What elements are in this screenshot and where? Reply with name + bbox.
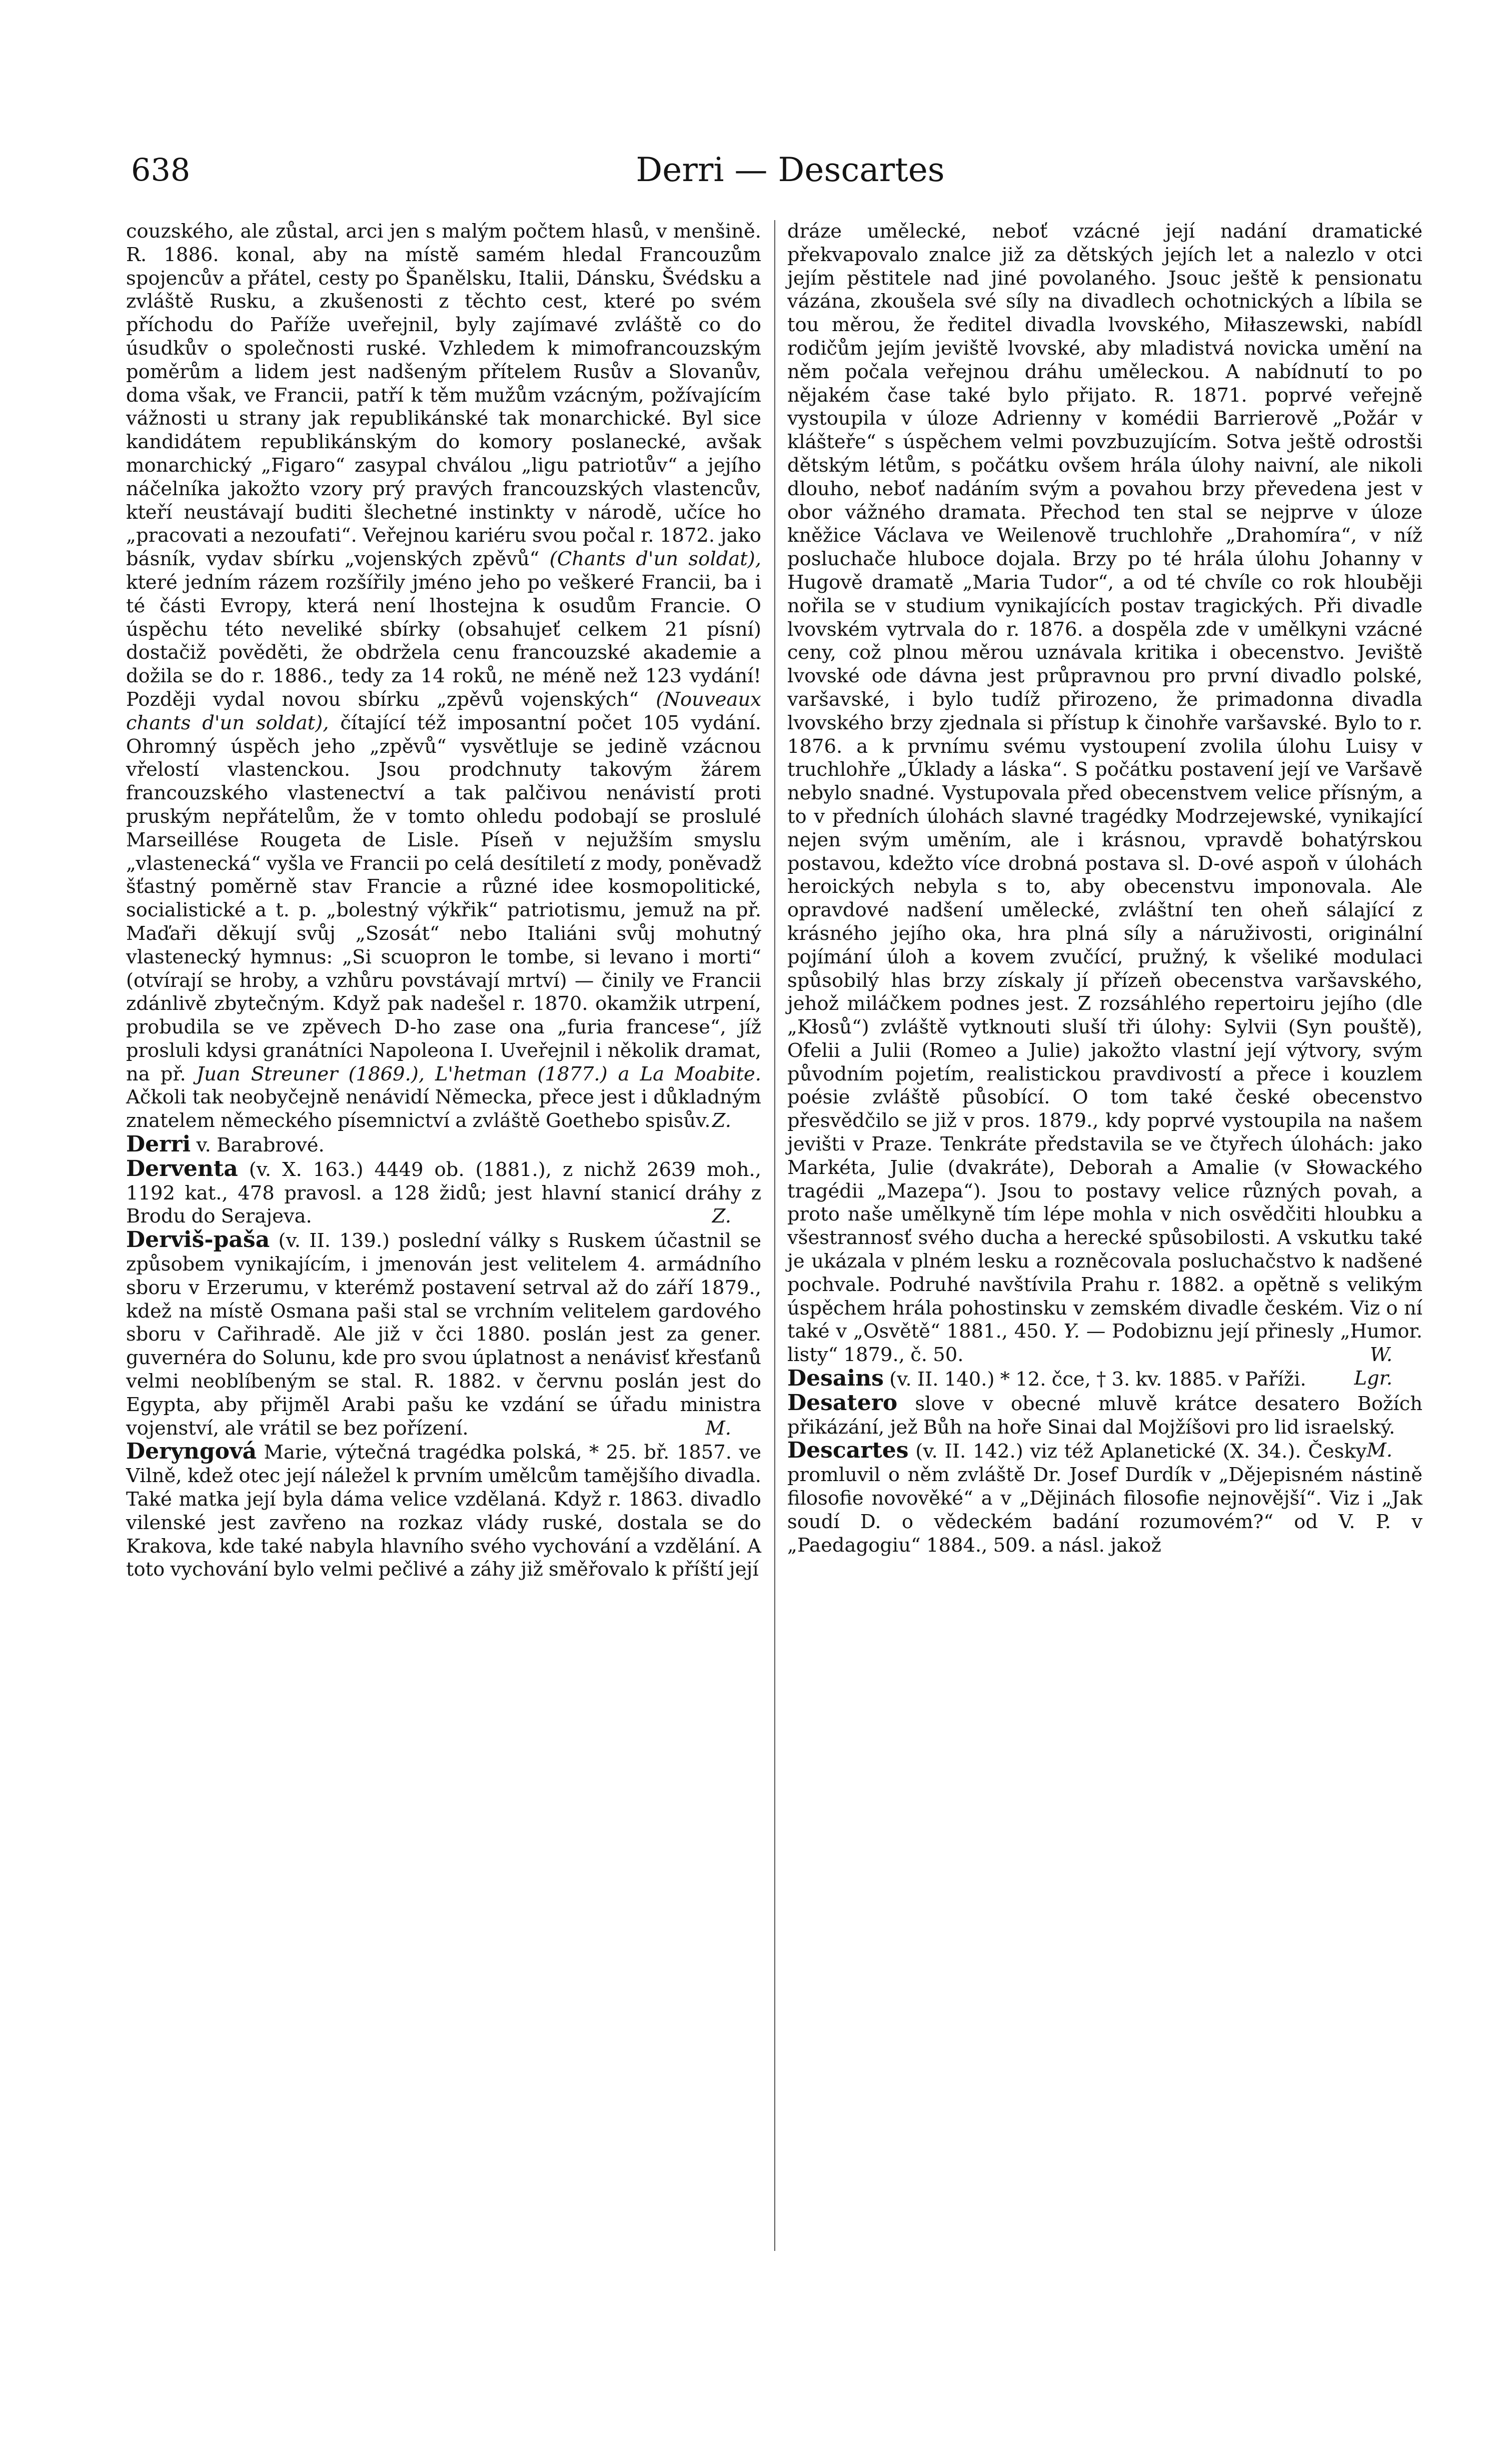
deroulede-continuation [126,220,761,1133]
left-column [126,220,761,1582]
column-divider [774,220,775,2251]
signature-m-2: M. [1366,1439,1392,1462]
entry-derri-text: v. Barabrové. [196,1134,325,1157]
signature-y: Y. — [1063,1320,1106,1343]
deryngova-cont-text: dráze umělecké, neboť vzácné její nadání dramatické překvapovalo znalce již za dětských jejích let a nalezlo v otci jejím pěstitele nad jiné povolaného. Jsouc ještě k pensionatu vázána, zkoušela své síly na divadlech ochotnických a líbila se tou měrou, že ředitel divadla lvovského, Miłaszewski, nabídl rodičům jejím jeviště lvovské, aby mladistvá novicka umění na něm počala veřejnou dráhu uměleckou. A nabídnutí to po nějakém čase také bylo přijato. R. 1871. poprvé veřejně vystoupila v úloze Adrienny v komédii Barrierově „Požár v klášteře“ s úspěchem velmi povzbuzujícím. Sotva ještě odrostši dětským létům, s počátku ovšem hrála úlohy naivní, ale nikoli dlouho, neboť nadáním svým a povahou brzy převedena jest v obor vážného dramata. Přechod ten stal se nejprve v úloze kněžice Václava ve Weilenově truchlohře „Drahomíra“, v níž posluchače hluboce dojala. Brzy po té hrála úlohu Johanny v Hugově dramatě „Maria Tudor“, a od té chvíle co rok hlouběji nořila se v studium vynikajících postav tragických. Při divadle lvovském vytrvala do r. 1876. a dospěla zde v umělkyni vzácné ceny, což plnou měrou uznávala kritika i obecenstvo. Jeviště lvovské ode dávna jest průpravnou pro první divadlo polské, varšavské, i bylo tudíž přirozeno, že primadonna divadla lvovského brzy zjednala si přístup k činohře varšavské. Bylo to r. 1876. a k prvnímu svému vystoupení zvolila úlohu Luisy v truchlohře „Úklady a láska“. S počátku postavení její ve Varšavě nebylo snadné. Vystupovala před obecenstvem velice přísným, a to v předních úlohách slavné tragédky Modrzejewské, vynikající nejen svým uměním, ale i krásnou, vpravdě bohatýrskou postavou, kdežto více drobná postava sl. D-ové aspoň v úlohách heroických nebyla s to, aby obecenstvu imponovala. Ale opravdové nadšení umělecké, zvláštní ten oheň sálající z krásného jejího oka, hra plná síly a náruživosti, originální pojímání úloh a kovem zvučící, pružný, k všeliké modulaci spůsobilý hlas brzy získaly jí přízeň obecenstva varšavského, jehož miláčkem podnes jest. Z rozsáhlého repertoiru jejího (dle „Kłosů“) zvláště vytknouti sluší tři úlohy: Sylvii (Syn pouště), Ofelii a Julii (Romeo a Julie) jakožto vlastní její výtvory, svým původním pojetím, realistickou pravdivostí a přece i kouzlem poésie zvláště působící. O tom také české obecenstvo přesvědčilo se již v pros. 1879., kdy poprvé vystoupila na našem jevišti v Praze. Tenkráte představila se ve čtyřech úlohách: jako Markéta, Julie (dvakráte), Deborah a Amalie (v Słowackého tragédii „Mazepa“). Jsou to postavy velice různých povah, a proto naše umělkyně tím lépe mohla v nich osvědčiti hloubku a všestrannosť svého ducha a herecké spůsobilosti. A vskutku také je ukázala v plném lesku a rozněcovala posluchačstvo k nadšené pochvale. Podruhé navštívila Prahu r. 1882. a opětně s velikým úspěchem hrála pohostinsku v zemském divadle českém. Viz o ní také v „Osvětě“ 1881., 450. [787,220,1422,1343]
signature-w: W. [1369,1344,1392,1367]
entry-descartes-text: (v. II. 142.) viz též Aplanetické (X. 34.). Česky promluvil o něm zvláště Dr. Josef Durdík v „Dějepisném nástině filosofie novověké“ a v „Dějinách filosofie nejnovější“. Viz i „Jak soudí D. o vědeckém badání rozumovém?“ od V. P. v „Paedagogiu“ 1884., 509. a násl. jakož [787,1440,1422,1557]
signature-m-1: M. [705,1417,731,1440]
entry-derventa-text: (v. X. 163.) 4449 ob. (1881.), z nichž 2639 moh., 1192 kat., 478 pravosl. a 128 židů; jest hlavní stanicí dráhy z Brodu do Serajeva. [126,1158,761,1228]
deroulede-works: Juan Streuner (1869.), L'hetman (1877.) a La Moabite. [196,1062,761,1085]
deroulede-text-3: čítající též imposantní počet 105 vydání. Ohromný úspěch jeho „zpěvů“ vysvětluje se jedině vzácnou vřelostí vlastenckou. Jsou prodchnuty takovým žárem francouzského vlastenectví a tak palčivou nenávistí proti pruským nepřátelům, že v tomto ohledu podobají se proslulé Marseillése Rougeta de Lisle. Píseň v nejužším smyslu „vlastenecká“ vyšla ve Francii po celá desítiletí z mody, poněvadž šťastný poměrně stav Francie a různé idee kosmopolitické, socialistické a t. p. „bolestný výkřik“ patriotismu, jemuž na př. Maďaři děkují svůj „Szosát“ nebo Italiáni svůj mohutný vlastenecký hymnus: „Si scuopron le tombe, si levano i morti“ (otvírají se hroby, a vzhůru povstávají mrtví) — činily ve Francii zdánlivě zbytečným. Když pak nadešel r. 1870. okamžik utrpení, probudila se ve zpěvech D-ho zase ona „furia francese“, jíž prosluli kdysi granátníci Napoleona I. Uveřejnil i několik dramat, na př. [126,711,761,1085]
signature-lgr: Lgr. [1354,1367,1392,1390]
entry-derri [126,1133,761,1157]
entry-deryngova-text: Marie, výtečná tragédka polská, * 25. bř. 1857. ve Vilně, kdež otec její náležel k prvním umělcům tamějšího divadla. Také matka její byla dáma velice vzdělaná. Když r. 1863. divadlo vilenské jest zavřeno na rozkaz vlády ruské, dostala se do Krakova, kde také nabyla hlavního svého vychování a vzdělání. A toto vychování bylo velmi pečlivé a záhy již směřovalo k příští její [126,1441,761,1581]
deroulede-title-chants: (Chants d'un soldat), [549,548,761,571]
entry-desatero-text: slove v obecné mluvě krátce desatero Božích přikázání, jež Bůh na hoře Sinai dal Mojžíšovi pro lid israelský. [787,1392,1422,1439]
deroulede-text-4: Ačkoli tak neobyčejně nenávidí Německa, přece jest i důkladným znatelem německého písemnictví a zvláště Goethebo spisův. [126,1086,761,1132]
signature-z-1: Z. [712,1109,731,1132]
entry-desains-text: (v. II. 140.) * 12. čce, † 3. kv. 1885. v Paříži. [889,1368,1306,1391]
entry-dervis-text: (v. II. 139.) poslední války s Ruskem účastnil se způsobem vynikajícím, i jmenován jest velitelem 4. armádního sboru v Erzerumu, v kterémž postavení setrval až do září 1879., kdež na místě Osmana paši stal se vrchním velitelem gardového sboru v Cařihradě. Ale již v čci 1880. poslán jest za gener. guvernéra do Solunu, kde pro svou úplatnost a nenávisť křesťanů velmi neoblíbeným se stal. R. 1882. v červnu poslán jest do Egypta, aby přijměl Arabi pašu ke vzdání se úřadu ministra vojenství, ale vrátil se bez pořízení. [126,1230,761,1440]
headword-derri: Derri [126,1131,191,1157]
signature-z-2: Z. [712,1205,731,1228]
deroulede-title-nouveaux: (Nouveaux chants d'un soldat), [126,688,761,734]
deryngova-cont-end: Podobiznu její přinesly „Humor. listy“ 1879., č. 50. [787,1320,1422,1367]
headword-derventa: Derventa [126,1155,238,1181]
headword-desains: Desains [787,1366,884,1392]
deryngova-continuation [787,220,1422,1367]
entry-desains [787,1367,1422,1392]
headword-dervis-pasa: Derviš-paša [126,1227,270,1253]
deroulede-text-1: couzského, ale zůstal, arci jen s malým počtem hlasů, v menšině. R. 1886. konal, aby na místě samém hledal Francouzům spojencův a přátel, cesty po Španělsku, Italii, Dánsku, Švédsku a zvláště Rusku, a zkušenosti z těchto cest, které po svém příchodu do Paříže uveřejnil, byly zajímavé zvláště co do úsudkův o společnosti ruské. Vzhledem k mimofrancouzským poměrům a lidem jest nadšeným přítelem Rusův a Slovanův, doma však, ve Francii, patří k těm mužům vzácným, požívajícím vážnosti u strany jak republikánské tak monarchické. Byl sice kandidátem republikánským do komory poslanecké, avšak monarchický „Figaro“ zasypal chválou „ligu patriotův“ a jejího náčelníka jakožto vzory prý pravých francouzských vlastencův, kteří neustávají buditi šlechetné instinkty v národě, učíce ho „pracovati a nezoufati“. Veřejnou kariéru svou počal r. 1872. jako básník, vydav sbírku „vojenských zpěvů“ [126,220,761,571]
headword-deryngova: Deryngová [126,1439,257,1465]
entry-derventa [126,1157,761,1229]
running-title: Derri — Descartes [636,151,945,189]
right-column [787,220,1422,1557]
page-number: 638 [131,152,191,188]
entry-dervis-pasa [126,1229,761,1440]
headword-desatero: Desatero [787,1390,898,1416]
deroulede-text-2: které jedním rázem rozšířily jméno jeho po veškeré Francii, ba i té části Evropy, která není lhostejna k osudům Francie. O úspěchu této neveliké sbírky (obsahujeť celkem 21 písní) dostačiž pověděti, že obdržela cenu francouzské akademie a dožila se do r. 1886., tedy za 14 roků, ne méně než 123 vydání! Později vydal novou sbírku „zpěvů vojenských“ [126,571,761,711]
headword-descartes: Descartes [787,1438,909,1464]
entry-deryngova [126,1440,761,1582]
entry-descartes [787,1439,1422,1557]
